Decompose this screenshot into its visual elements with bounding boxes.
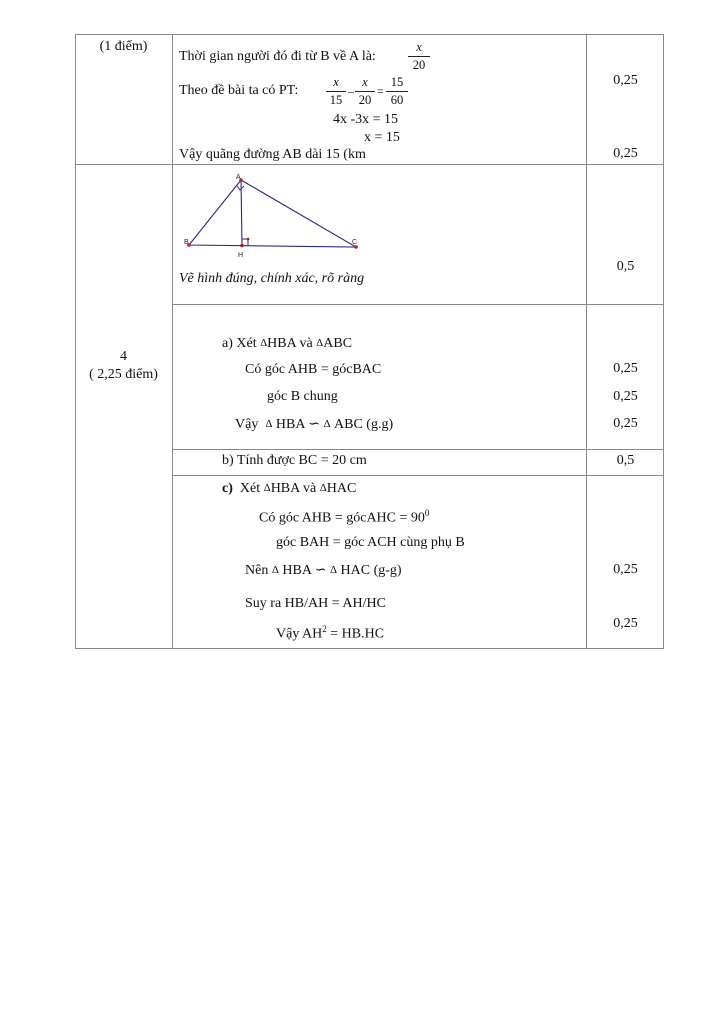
label-b: B (184, 239, 189, 246)
minus-sign: – (348, 84, 354, 98)
fraction-denominator: 60 (390, 93, 404, 107)
part-a-text: HBA và (267, 336, 313, 351)
row1-points: (1 điểm) (99, 39, 148, 54)
part-a-score-3: 0,25 (613, 416, 638, 431)
triangle-symbol: Δ (319, 482, 327, 494)
part-a-line-4 (235, 418, 393, 432)
degree-superscript: 0 (424, 508, 430, 518)
question-points: ( 2,25 điểm) (89, 367, 158, 382)
altitude-ah (241, 180, 242, 246)
equation-fraction-1 (326, 75, 346, 108)
part-a-score-1: 0,25 (613, 361, 638, 376)
part-c-line-6 (276, 625, 384, 642)
equation-step-2: x = 15 (364, 130, 400, 145)
part-c-score-1: 0,25 (613, 562, 638, 577)
part-c-line-1 (222, 482, 356, 496)
fraction-numerator: x (416, 40, 422, 54)
part-c-text: HBA (282, 563, 312, 578)
row-divider-3 (172, 449, 664, 450)
row1-score-2: 0,25 (613, 146, 638, 161)
fraction-denominator: 20 (412, 58, 426, 72)
square-superscript: 2 (322, 624, 327, 634)
part-b-text: b) Tính được BC = 20 cm (222, 453, 367, 468)
part-c-line-2 (259, 509, 429, 526)
part-c-text: = HB.HC (326, 626, 385, 642)
part-a-score-2: 0,25 (613, 389, 638, 404)
part-c-text: HBA và (270, 481, 317, 496)
triangle-symbol: Δ (316, 337, 324, 349)
row-divider-2 (172, 304, 664, 305)
fraction-bar (355, 91, 375, 92)
part-c-text: HAC (g-g) (340, 563, 402, 578)
part-a-label: a) Xét (222, 336, 257, 351)
figure-caption: Vẽ hình đúng, chính xác, rõ ràng (179, 271, 365, 286)
equals-sign: = (377, 84, 384, 98)
triangle-symbol: Δ (260, 337, 268, 349)
figure-score: 0,5 (616, 259, 635, 274)
label-a: A (236, 174, 241, 181)
fraction-bar (408, 56, 430, 57)
part-c-label: c) (222, 481, 233, 496)
label-c: C (352, 239, 358, 246)
part-c-text: HAC (326, 481, 357, 496)
part-a-line-3: góc B chung (267, 389, 338, 404)
row-divider-4 (172, 475, 664, 476)
triangle-symbol: Δ (265, 418, 273, 430)
equation-fraction-2 (355, 75, 375, 108)
fraction-bar (386, 91, 408, 92)
part-c-text: Có góc AHB = gócAHC = 90 (259, 510, 425, 526)
return-time-text: Thời gian người đó đi từ B về A là: (179, 49, 376, 64)
part-c-line-4 (245, 564, 402, 578)
row1-conclusion: Vậy quãng đường AB dài 15 (km (179, 147, 366, 162)
part-c-text: Vậy AH (276, 626, 323, 642)
equation-fraction-3 (386, 75, 408, 108)
return-time-fraction (408, 40, 430, 73)
part-a-conclusion-label: Vậy (235, 417, 259, 432)
point-h-mark (247, 238, 250, 241)
table-border-left (75, 34, 76, 649)
part-a-line-2: Có góc AHB = gócBAC (245, 362, 382, 377)
triangle-figure (180, 170, 370, 265)
row-divider-1 (75, 164, 664, 165)
equation-step-1: 4x -3x = 15 (333, 112, 399, 127)
table-border-right (663, 34, 664, 649)
fraction-bar (326, 91, 346, 92)
fraction-numerator: x (333, 75, 339, 89)
part-c-line-5: Suy ra HB/AH = AH/HC (245, 596, 386, 611)
triangle-abc (189, 180, 356, 247)
right-angle-mark-a (237, 186, 244, 190)
part-c-line-3: góc BAH = góc ACH cùng phụ B (276, 535, 465, 550)
similar-symbol: ∽ (308, 417, 320, 432)
column-divider-1 (172, 34, 173, 649)
part-a-text: HBA (275, 417, 305, 432)
equation-label: Theo đề bài ta có PT: (179, 83, 299, 98)
part-a-text: ABC (323, 336, 353, 351)
part-c-text: Nên (245, 563, 269, 578)
triangle-symbol: Δ (263, 482, 271, 494)
part-b-score: 0,5 (616, 453, 635, 468)
triangle-symbol: Δ (329, 564, 338, 576)
part-a-text: ABC (g.g) (334, 417, 394, 432)
fraction-denominator: 15 (329, 93, 343, 107)
part-a-line-1 (222, 337, 352, 351)
column-divider-2 (586, 34, 587, 649)
fraction-numerator: 15 (390, 75, 404, 89)
row1-score-1: 0,25 (613, 73, 638, 88)
triangle-symbol: Δ (323, 418, 331, 430)
part-c-text: Xét (239, 481, 261, 496)
part-c-score-2: 0,25 (613, 616, 638, 631)
fraction-denominator: 20 (358, 93, 372, 107)
similar-symbol: ∽ (314, 563, 327, 578)
triangle-symbol: Δ (271, 564, 279, 576)
label-h: H (238, 252, 244, 259)
point-h (240, 244, 244, 248)
question-number: 4 (120, 349, 127, 364)
table-border-bottom (75, 648, 664, 649)
fraction-numerator: x (362, 75, 368, 89)
table-border-top (75, 34, 664, 35)
